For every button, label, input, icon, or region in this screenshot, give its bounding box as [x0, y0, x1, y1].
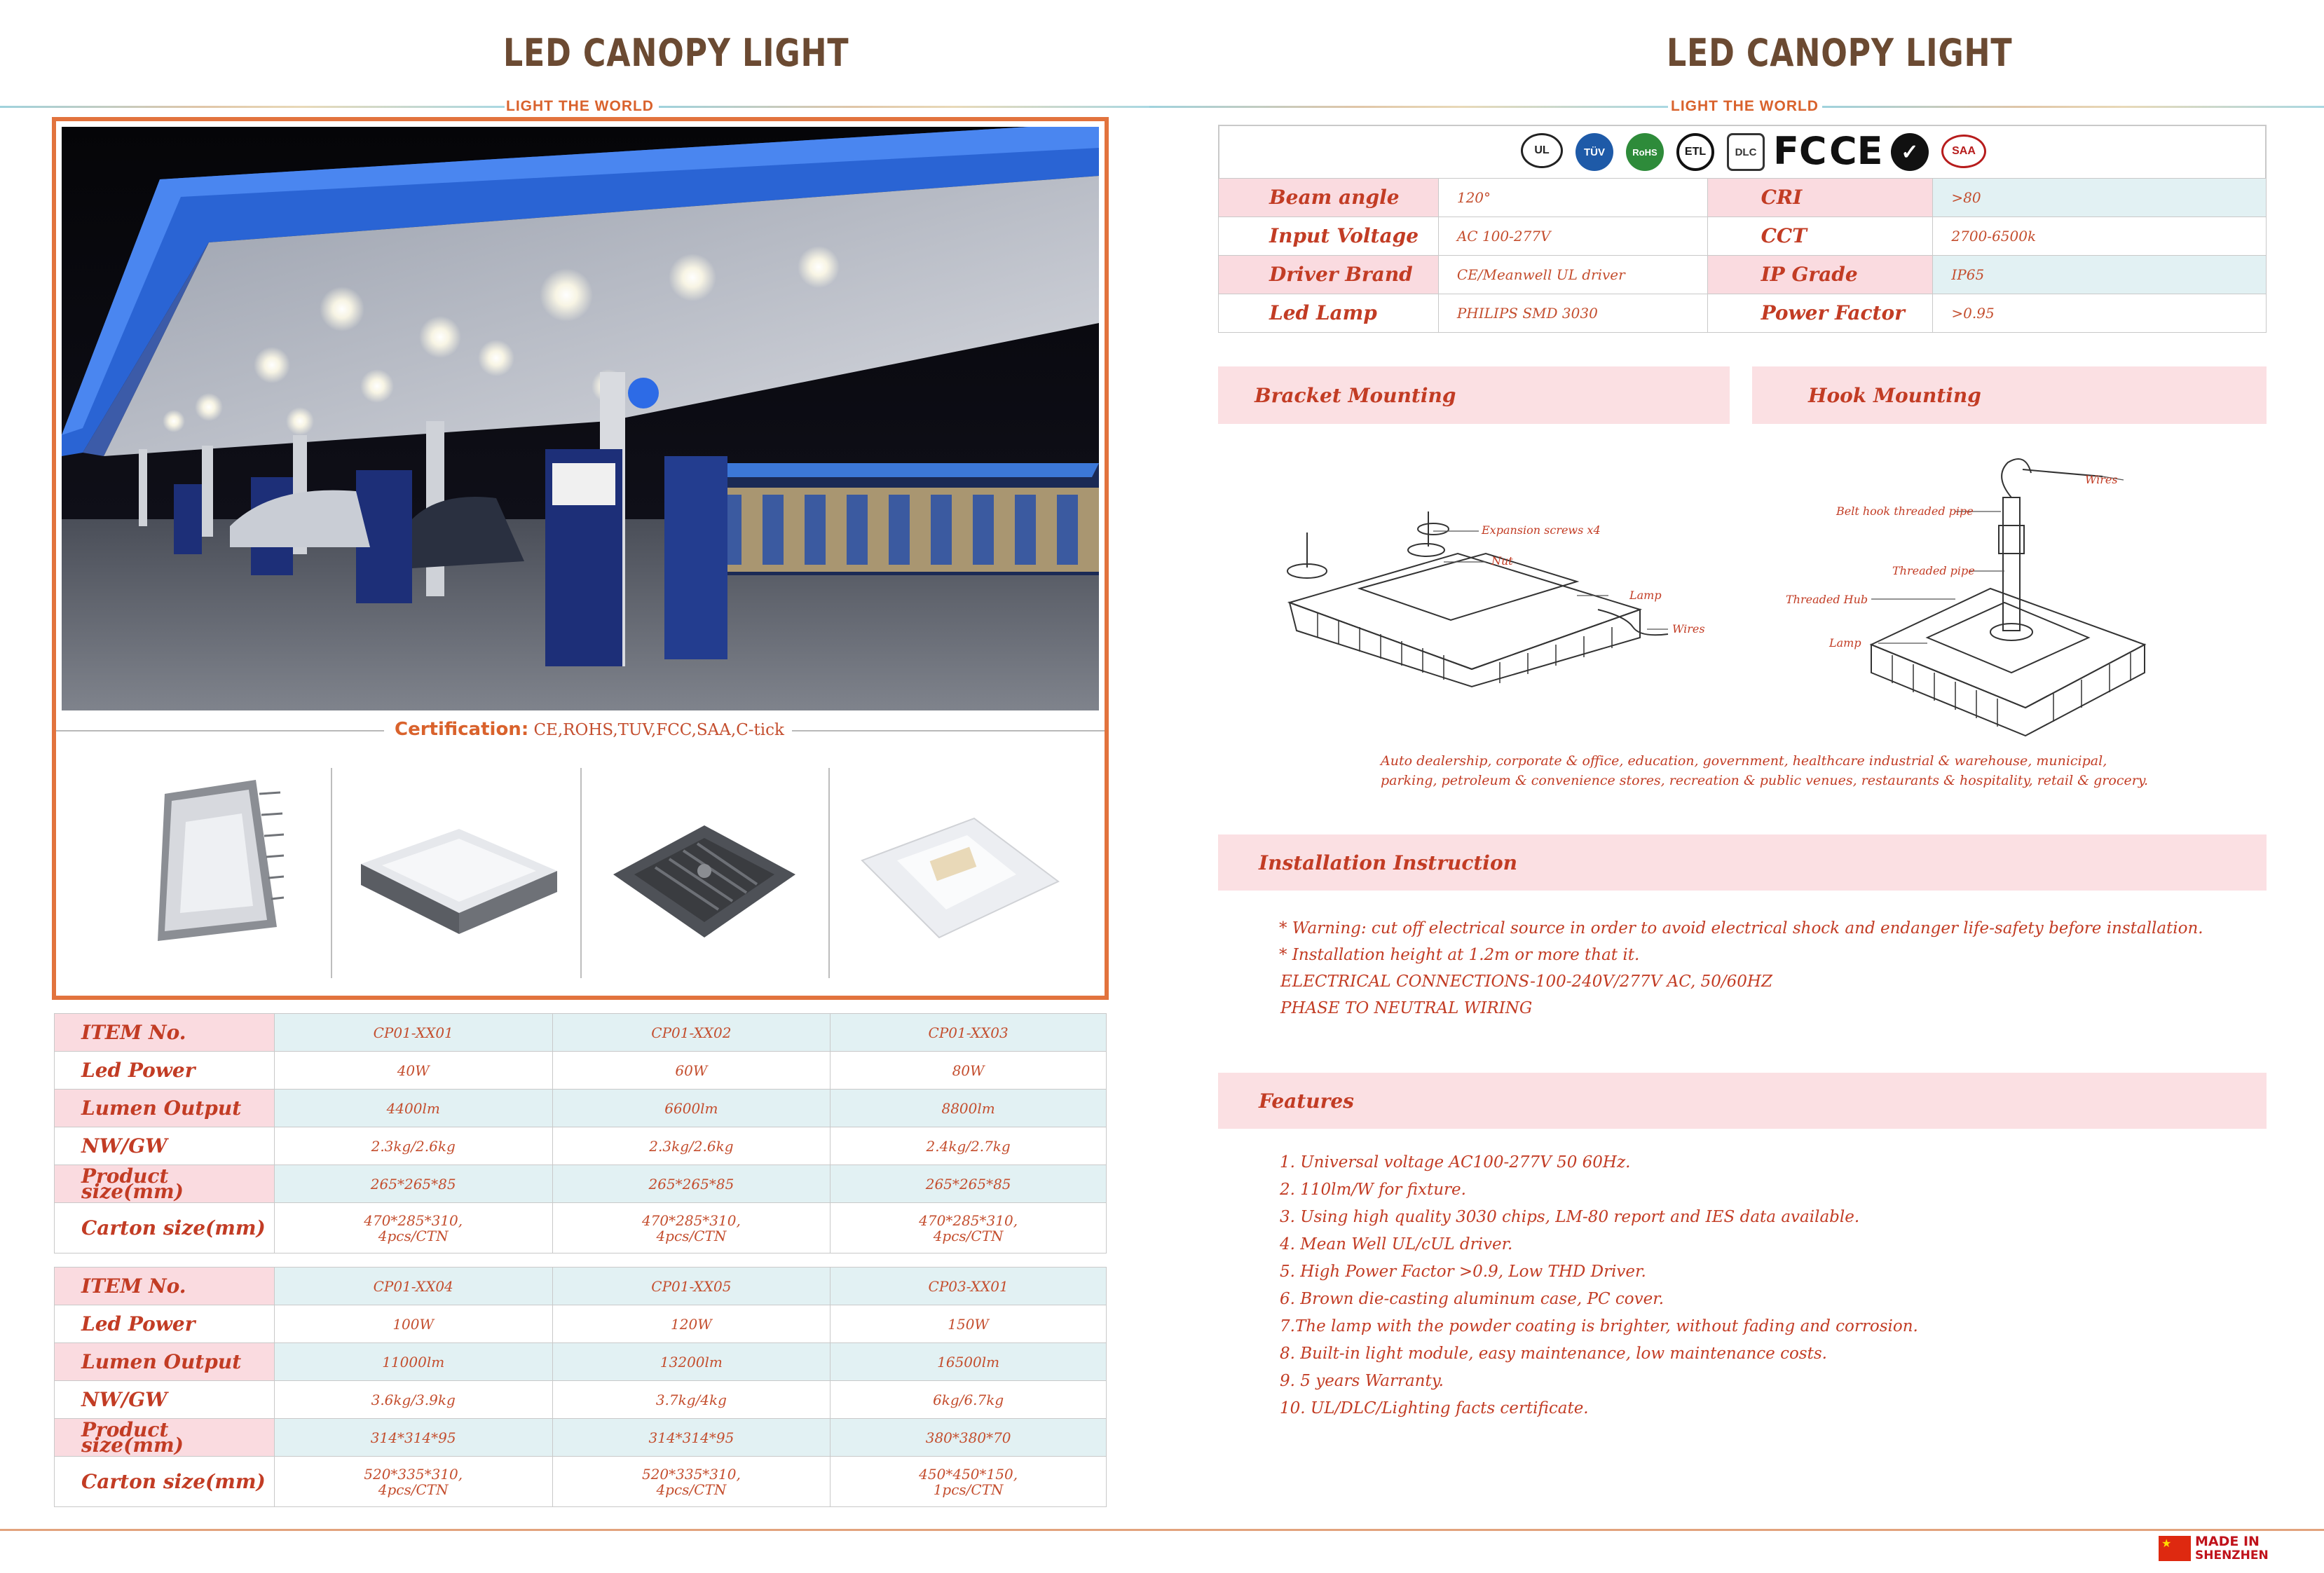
table-row: [1219, 294, 2267, 333]
applications-line-1: Auto dealership, corporate & office, education, government, healthcare industrial & warehouse, municipal,: [1381, 753, 2107, 769]
spec-value: 120°: [1438, 179, 1707, 217]
cell: 13200lm: [552, 1343, 831, 1381]
right-header-divider-right: [1822, 106, 2324, 108]
cell: 6kg/6.7kg: [831, 1381, 1107, 1419]
label-carton-size: Carton size(mm): [55, 1457, 275, 1507]
cell: 470*285*310, 4pcs/CTN: [552, 1203, 831, 1253]
product-showcase-frame: [52, 117, 1109, 1000]
feature-item: 3. Using high quality 3030 chips, LM-80 report and IES data available.: [1280, 1208, 1860, 1226]
label-nw-gw: NW/GW: [55, 1127, 275, 1165]
spec-key: IP Grade: [1707, 256, 1933, 294]
saa-logo: SAA: [1941, 135, 1986, 168]
thumb-divider-2: [580, 768, 582, 978]
product-thumb-angled: [354, 815, 564, 941]
cell: 3.6kg/3.9kg: [274, 1381, 552, 1419]
right-tagline: LIGHT THE WORLD: [1671, 98, 1819, 114]
callout-belt-hook-threaded-pipe: Belt hook threaded pipe: [1836, 504, 1974, 518]
left-header-divider: [0, 106, 505, 108]
table-row: [55, 1343, 1107, 1381]
cell: 265*265*85: [552, 1165, 831, 1203]
spec-key: Power Factor: [1707, 294, 1933, 333]
right-page-title: LED CANOPY LIGHT: [1667, 31, 2013, 75]
feature-item: 9. 5 years Warranty.: [1280, 1372, 1444, 1390]
cell: 100W: [274, 1305, 552, 1343]
cell: 120W: [552, 1305, 831, 1343]
cell: 2.4kg/2.7kg: [831, 1127, 1107, 1165]
cell: 11000lm: [274, 1343, 552, 1381]
spec-key: CCT: [1707, 217, 1933, 256]
spec-key: Input Voltage: [1219, 217, 1439, 256]
feature-item: 4. Mean Well UL/cUL driver.: [1280, 1235, 1513, 1253]
cell: 450*450*150, 1pcs/CTN: [831, 1457, 1107, 1507]
table-row: [1219, 179, 2267, 217]
product-thumb-side: [855, 804, 1065, 952]
gas-station-canopy-photo: [62, 127, 1099, 710]
thumb-divider-1: [331, 768, 332, 978]
install-line-1: * Warning: cut off electrical source in order to avoid electrical shock and endanger life-safety before installation.: [1279, 919, 2203, 937]
label-led-power: Led Power: [55, 1305, 275, 1343]
table-row: [55, 1090, 1107, 1127]
cell: CP01-XX05: [552, 1268, 831, 1305]
spec-table-2: [54, 1267, 1107, 1507]
label-product-size: Product size(mm): [55, 1419, 275, 1457]
cert-logo-box: [1218, 125, 2267, 178]
spec-value: >80: [1933, 179, 2267, 217]
spec-key: Beam angle: [1219, 179, 1439, 217]
install-line-3: ELECTRICAL CONNECTIONS-100-240V/277V AC, 50/60HZ: [1280, 973, 1772, 991]
table-row: [55, 1127, 1107, 1165]
cell: 2.3kg/2.6kg: [552, 1127, 831, 1165]
cell: 150W: [831, 1305, 1107, 1343]
callout-threaded-pipe: Threaded pipe: [1892, 564, 1975, 577]
product-thumb-back: [606, 804, 802, 952]
table-row: [55, 1165, 1107, 1203]
spec-key: Driver Brand: [1219, 256, 1439, 294]
label-item-no: ITEM No.: [55, 1014, 275, 1052]
callout-lamp: Lamp: [1829, 636, 1861, 650]
cell: 3.7kg/4kg: [552, 1381, 831, 1419]
cell: 470*285*310, 4pcs/CTN: [274, 1203, 552, 1253]
cell: 470*285*310, 4pcs/CTN: [831, 1203, 1107, 1253]
c-ul-us-logo: UL: [1521, 133, 1563, 168]
etl-logo: ETL: [1676, 133, 1714, 171]
certification-divider-left: [56, 730, 384, 731]
bracket-mounting-header: Bracket Mounting: [1218, 366, 1730, 424]
table-row: [55, 1052, 1107, 1090]
feature-item: 6. Brown die-casting aluminum case, PC cover.: [1280, 1290, 1665, 1308]
cell: 314*314*95: [552, 1419, 831, 1457]
cell: 314*314*95: [274, 1419, 552, 1457]
feature-item: 5. High Power Factor >0.9, Low THD Driver.: [1280, 1263, 1646, 1281]
shenzhen-text: SHENZHEN: [2195, 1548, 2269, 1562]
cell: 4400lm: [274, 1090, 552, 1127]
table-row: [55, 1014, 1107, 1052]
feature-item: 1. Universal voltage AC100-277V 50 60Hz.: [1280, 1153, 1631, 1172]
made-in-shenzhen-badge: [2195, 1534, 2269, 1562]
table-row: [55, 1381, 1107, 1419]
cell: 380*380*70: [831, 1419, 1107, 1457]
features-list: [1280, 1153, 1918, 1427]
cell: 6600lm: [552, 1090, 831, 1127]
hook-mounting-header: Hook Mounting: [1752, 366, 2267, 424]
rohs-logo: RoHS: [1626, 133, 1664, 171]
label-carton-size: Carton size(mm): [55, 1203, 275, 1253]
canopy-photo-illustration: [62, 127, 1099, 710]
thumb-divider-3: [828, 768, 830, 978]
product-thumb-front: [144, 773, 284, 955]
cell: 60W: [552, 1052, 831, 1090]
footer-divider: [0, 1529, 2324, 1531]
feature-item: 2. 110lm/W for fixture.: [1280, 1181, 1466, 1199]
left-tagline: LIGHT THE WORLD: [506, 98, 654, 114]
table-row: [55, 1457, 1107, 1507]
spec-value: AC 100-277V: [1438, 217, 1707, 256]
china-flag-icon: ★: [2159, 1536, 2191, 1561]
label-lumen-output: Lumen Output: [55, 1090, 275, 1127]
dlc-logo: DLC: [1727, 133, 1765, 171]
install-line-4: PHASE TO NEUTRAL WIRING: [1280, 999, 1533, 1017]
cell: CP01-XX04: [274, 1268, 552, 1305]
cell: 8800lm: [831, 1090, 1107, 1127]
product-spec-table: [1218, 178, 2267, 333]
label-led-power: Led Power: [55, 1052, 275, 1090]
cell: CP01-XX02: [552, 1014, 831, 1052]
spec-value: IP65: [1933, 256, 2267, 294]
installation-instruction-header: Installation Instruction: [1218, 834, 2267, 891]
tuv-logo: TÜV: [1575, 133, 1613, 171]
table-row: [1219, 217, 2267, 256]
cell: CP01-XX03: [831, 1014, 1107, 1052]
cell: CP03-XX01: [831, 1268, 1107, 1305]
feature-item: 10. UL/DLC/Lighting facts certificate.: [1280, 1399, 1589, 1417]
spec-value: >0.95: [1933, 294, 2267, 333]
spec-value: PHILIPS SMD 3030: [1438, 294, 1707, 333]
cell: 520*335*310, 4pcs/CTN: [274, 1457, 552, 1507]
made-in-text: MADE IN: [2195, 1534, 2260, 1549]
callout-wires: Wires: [2085, 473, 2118, 486]
certification-label: Certification:: [395, 719, 529, 740]
left-page-title: LED CANOPY LIGHT: [503, 31, 849, 75]
certification-line: [395, 718, 784, 740]
cell: CP01-XX01: [274, 1014, 552, 1052]
table-row: [55, 1203, 1107, 1253]
table-row: [1219, 256, 2267, 294]
certification-divider-right: [792, 730, 1105, 731]
left-header-divider-right: [659, 106, 1149, 108]
cell: 265*265*85: [831, 1165, 1107, 1203]
spec-key: CRI: [1707, 179, 1933, 217]
callout-expansion-screws: Expansion screws x4: [1482, 523, 1601, 537]
cell: 40W: [274, 1052, 552, 1090]
label-item-no: ITEM No.: [55, 1268, 275, 1305]
fcc-logo: FC: [1773, 129, 1827, 173]
applications-line-2: parking, petroleum & convenience stores, recreation & public venues, restaurants & hospitality, retail & grocery.: [1381, 773, 2149, 788]
cell: 2.3kg/2.6kg: [274, 1127, 552, 1165]
cell: 265*265*85: [274, 1165, 552, 1203]
cell: 16500lm: [831, 1343, 1107, 1381]
c-tick-logo: ✓: [1891, 133, 1929, 171]
table-row: [55, 1419, 1107, 1457]
callout-nut: Nut: [1491, 554, 1513, 568]
features-header: Features: [1218, 1073, 2267, 1129]
ce-logo: CE: [1829, 129, 1883, 173]
feature-item: 7.The lamp with the powder coating is brighter, without fading and corrosion.: [1280, 1317, 1918, 1335]
feature-item: 8. Built-in light module, easy maintenance, low maintenance costs.: [1280, 1345, 1827, 1363]
label-nw-gw: NW/GW: [55, 1381, 275, 1419]
spec-value: 2700-6500k: [1933, 217, 2267, 256]
spec-table-1: [54, 1013, 1107, 1253]
callout-wires: Wires: [1672, 622, 1705, 636]
cell: 520*335*310, 4pcs/CTN: [552, 1457, 831, 1507]
label-lumen-output: Lumen Output: [55, 1343, 275, 1381]
callout-lamp: Lamp: [1629, 589, 1662, 602]
right-header-divider: [1149, 106, 1668, 108]
cell: 80W: [831, 1052, 1107, 1090]
table-row: [55, 1268, 1107, 1305]
label-product-size: Product size(mm): [55, 1165, 275, 1203]
install-line-2: * Installation height at 1.2m or more that it.: [1279, 946, 1640, 964]
hook-mounting-diagram: [1850, 448, 2159, 743]
callout-threaded-hub: Threaded Hub: [1786, 593, 1868, 606]
table-row: [55, 1305, 1107, 1343]
certification-value: CE,ROHS,TUV,FCC,SAA,C-tick: [533, 721, 784, 739]
spec-value: CE/Meanwell UL driver: [1438, 256, 1707, 294]
spec-key: Led Lamp: [1219, 294, 1439, 333]
